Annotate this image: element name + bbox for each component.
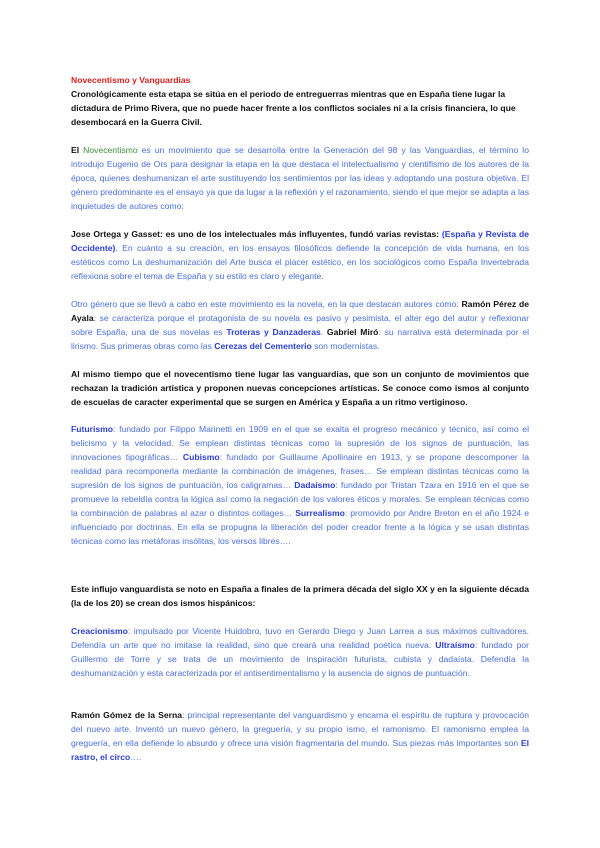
ismos-paragraph bbox=[71, 422, 529, 548]
ortega-paragraph bbox=[71, 227, 529, 283]
novela-paragraph bbox=[71, 297, 529, 353]
title-block bbox=[71, 73, 529, 129]
ortega-works: (España y Revista de Occidente) bbox=[71, 229, 529, 253]
p3-text-2: . En cuánto a su creación, en los ensayos filosóficos defiende la concepción de vida humana, en los estéticos como La deshumanización del Arte busca el placer estético, en los sociológicos como España Invertebrada reflexiona sobre el tema de España y su estilo es claro y elegante. bbox=[71, 243, 529, 281]
p4-text-1: Otro género que se llevó a cabo en este movimiento es la novela, en la que destacan autores como: bbox=[71, 299, 462, 309]
gomez-serna-author: Ramón Gómez de la Serna bbox=[71, 710, 183, 720]
p9-text-1: : principal representante del vanguardismo y encarna el espíritu de ruptura y provocación del nuevo arte. Inventó un nuevo género, la greguería, y su propio ismo, el ramonismo. El ramonismo emplea la greguería, en ella defiende lo absurdo y ofrece una visión fragmentaria del mundo. Sus piezas más importantes son bbox=[71, 710, 529, 748]
gomez-serna-paragraph bbox=[71, 708, 529, 764]
vanguardias-paragraph: Al mismo tiempo que el novecentismo tiene lugar las vanguardias, que son un conjunto de movimientos que rechazan la tradición artística y proponen nuevas concepciones artísticas. Se conoce como ismos al conjunto de escuelas de caracter experimental que se surgen en América y España a un ritmo vertiginoso. bbox=[71, 369, 529, 407]
p6-text-2: : fundado por Guillaume Apollinaire en 1913, y se propone descomponer la realidad para recomponerla mediante la combinación de imágenes, frases… Se emplean distintas técnicas como la supresión de los signos de puntuación, los caligramas… bbox=[71, 452, 529, 490]
p4-text-2: : se caracteriza porque el protagonista de su novela es pasivo y pesimista, el alter ego del autor y reflexionar sobre España, una de sus novelas es bbox=[71, 313, 529, 337]
p8-text-1: : impulsado por Vicente Huidobro, tuvo en Gerardo Diego y Juan Larrea a sus máximos cultivadores. Defendía un arte que no imitase la realidad, sino que creará una realidad poética nueva. bbox=[71, 626, 529, 650]
p4-text-3: . bbox=[320, 327, 327, 337]
miro-author: Gabriel Miró bbox=[326, 327, 379, 337]
surrealismo-term: Surrealismo bbox=[295, 508, 345, 518]
p6-text-1: : fundado por Filippo Marinetti en 1909 en el que se exalta el progreso mecánico y técnico, así como el belicismo y la velocidad. Se emplean distintas técnicas como la supresión de los signos de puntuación, las innovaciones tipográficas… bbox=[71, 424, 529, 462]
hispanic-ismos-paragraph bbox=[71, 624, 529, 680]
ultraismo-term: Ultraísmo bbox=[435, 640, 475, 650]
p4-text-4: : su narrativa está determinada por el lirismo. Sus primeras obras como las bbox=[71, 327, 530, 351]
cerezas-work: Cerezas del Cementerio bbox=[214, 341, 312, 351]
dadaismo-term: Dadaísmo bbox=[294, 480, 336, 490]
novecentismo-term: Novecentismo bbox=[83, 145, 138, 155]
creacionismo-term: Creacionismo bbox=[71, 626, 128, 636]
espana-influjo-paragraph: Este influjo vanguardista se noto en España a finales de la primera década del siglo XX y en la siguiente década (la de los 20) se crean dos ismos hispánicos: bbox=[71, 584, 529, 608]
p6-text-3: : fundado por Tristan Tzara en 1916 en el que se promueve la rebeldía contra la lógica así como la negación de los valores éticos y morales. Se emplean técnicas como la combinación de palabras al azar o distintos collages… bbox=[71, 480, 529, 518]
p6-text-4: : promovido por Andre Breton en el año 1924 e influenciado por doctrinas. En ella se propugna la liberación del poder creador frente a la lógica y se usan distintas técnicas como las metáforas insólitas, los versos libres…. bbox=[71, 508, 529, 546]
ortega-author: Jose Ortega y Gasset bbox=[71, 229, 160, 239]
cubismo-term: Cubismo bbox=[182, 452, 220, 462]
p2-text: es un movimiento que se desarrolla entre la Generación del 98 y las Vanguardias, el término lo introdujo Eugenio de Ors para designar la etapa en la que destaca el intelectualismo y cientifismo de los autores de la época, quienes deshumanizan el arte sustituyendo los sentimientos por las ideas y adoptando una postura objetiva. El género predominante es el ensayo ya que da lugar a la reflexión y el razonamiento, siendo el que mejor se adapta a las inquietudes de autores como: bbox=[71, 145, 529, 211]
novecentismo-paragraph bbox=[71, 143, 529, 213]
intro-paragraph: Cronológicamente esta etapa se sitúa en el periodo de entreguerras mientras que en España tiene lugar la dictadura de Primo Rivera, que no puede hacer frente a los conflictos sociales ni a la crisis financiera, lo que desembocará en la Guerra Civil. bbox=[71, 89, 516, 127]
perez-ayala-author: Ramón Pérez de Ayala bbox=[71, 299, 529, 323]
p2-lead: El bbox=[71, 145, 84, 155]
p8-text-2: : fundado por Guillermo de Torre y se trata de un movimiento de inspiración futurista, cubista y dadaísta. Defendía la deshumanización y esta caracterizada por el antisentimentalismo y la ausencia de signos de puntuación. bbox=[71, 640, 529, 678]
document-title: Novecentismo y Vanguardias bbox=[71, 75, 191, 85]
p4-text-5: son modernistas. bbox=[311, 341, 380, 351]
rastro-circo-works: El rastro, el circo bbox=[71, 738, 529, 762]
p9-text-2: …. bbox=[130, 752, 142, 762]
futurismo-term: Futurismo bbox=[71, 424, 114, 434]
troteras-work: Troteras y Danzaderas bbox=[226, 327, 321, 337]
p3-text-1: : es uno de los intelectuales más influyentes, fundó varias revistas: bbox=[159, 229, 442, 239]
